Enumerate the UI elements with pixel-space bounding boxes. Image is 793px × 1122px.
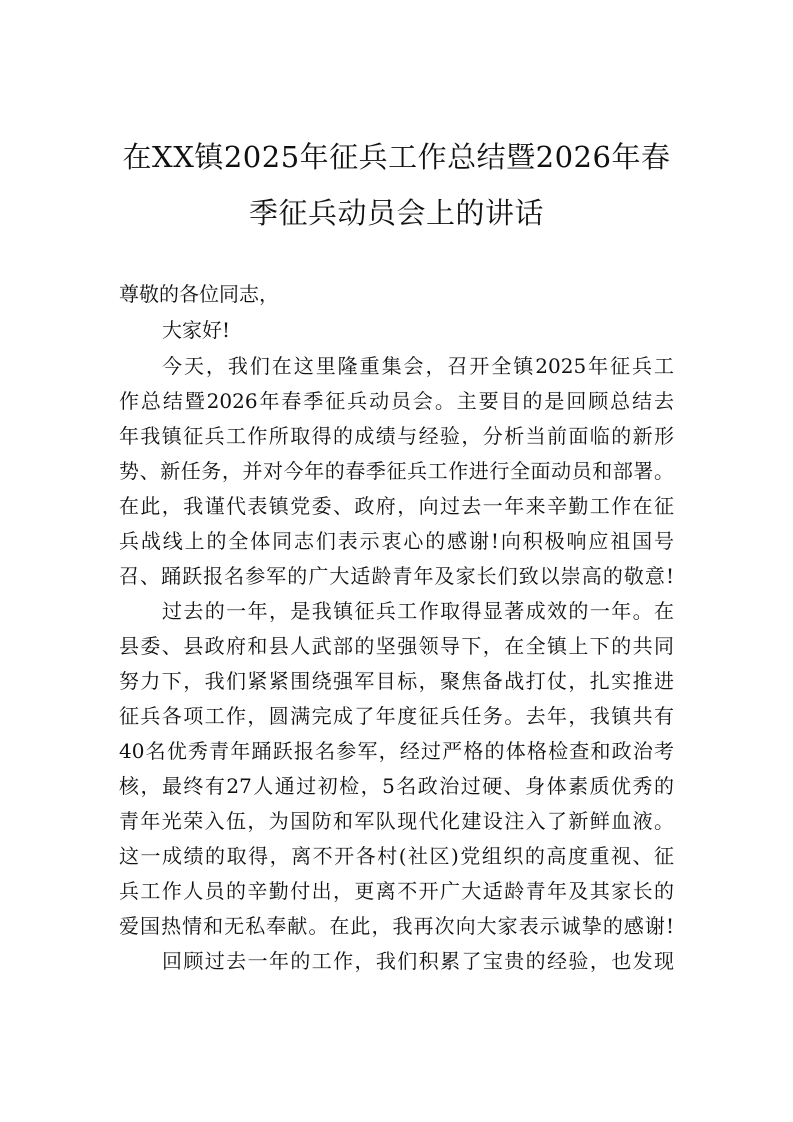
paragraph-1-line: 召、踊跃报名参军的广大适龄青年及家长们致以崇高的敬意! [119,564,674,588]
paragraph-2-line: 这一成绩的取得，离不开各村(社区)党组织的高度重视、征 [119,844,674,868]
greeting: 大家好! [162,318,231,342]
paragraph-2-line: 过去的一年，是我镇征兵工作取得显著成效的一年。在 [162,599,674,623]
paragraph-1-line: 作总结暨2026年春季征兵动员会。主要目的是回顾总结去 [119,389,674,413]
paragraph-2-line: 40名优秀青年踊跃报名参军，经过严格的体格检查和政治考 [119,739,674,763]
document-title-line-2: 季征兵动员会上的讲话 [248,196,544,230]
paragraph-1-line: 在此，我谨代表镇党委、政府，向过去一年来辛勤工作在征 [119,494,674,518]
paragraph-1-line: 势、新任务，并对今年的春季征兵工作进行全面动员和部署。 [119,459,674,483]
document-title-line-1: 在XX镇2025年征兵工作总结暨2026年春 [122,140,671,174]
paragraph-2-line: 县委、县政府和县人武部的坚强领导下，在全镇上下的共同 [119,634,674,658]
paragraph-2-line: 爱国热情和无私奉献。在此，我再次向大家表示诚挚的感谢! [119,914,674,938]
salutation: 尊敬的各位同志， [119,282,279,306]
paragraph-2-line: 征兵各项工作，圆满完成了年度征兵任务。去年，我镇共有 [119,704,674,728]
paragraph-2-line: 青年光荣入伍，为国防和军队现代化建设注入了新鲜血液。 [119,809,674,833]
paragraph-2-line: 兵工作人员的辛勤付出，更离不开广大适龄青年及其家长的 [119,879,674,903]
paragraph-3-line: 回顾过去一年的工作，我们积累了宝贵的经验，也发现 [162,949,674,973]
paragraph-1-line: 年我镇征兵工作所取得的成绩与经验，分析当前面临的新形 [119,424,674,448]
paragraph-2-line: 努力下，我们紧紧围绕强军目标，聚焦备战打仗，扎实推进 [119,669,674,693]
paragraph-2-line: 核，最终有27人通过初检，5名政治过硬、身体素质优秀的 [119,774,674,798]
paragraph-1-line: 今天，我们在这里隆重集会，召开全镇2025年征兵工 [162,354,674,378]
paragraph-1-line: 兵战线上的全体同志们表示衷心的感谢!向积极响应祖国号 [119,529,674,553]
